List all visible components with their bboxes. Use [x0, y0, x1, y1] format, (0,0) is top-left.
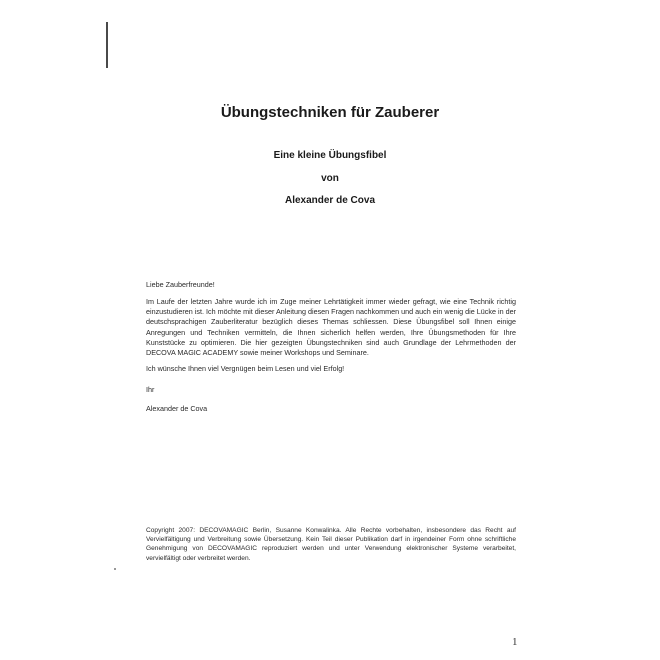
scan-artifact-line — [106, 22, 108, 68]
page-number: 1 — [512, 636, 518, 648]
copyright-notice: Copyright 2007: DECOVAMAGIC Berlin, Susanne Konwalinka. Alle Rechte vorbehalten, insbesondere das Recht auf Vervielfältigung und Verbreitung sowie Übersetzung. Kein Teil dieser Publikation darf in irgendeiner Form ohne schriftliche Genehmigung von DECOVAMAGIC reproduziert werden und unter Verwendung elektronischer Systeme verarbeitet, vervielfältigt oder verbreitet werden. — [146, 527, 516, 562]
signature: Alexander de Cova — [146, 404, 208, 413]
wish-line: Ich wünsche Ihnen viel Vergnügen beim Lesen und viel Erfolg! — [146, 364, 345, 373]
document-subtitle: Eine kleine Übungsfibel — [273, 150, 387, 161]
document-author: Alexander de Cova — [284, 195, 376, 206]
document-by: von — [321, 173, 339, 184]
closing-line: Ihr — [146, 385, 155, 394]
scan-artifact-speck — [114, 568, 116, 570]
greeting: Liebe Zauberfreunde! — [146, 280, 215, 289]
intro-paragraph: Im Laufe der letzten Jahre wurde ich im Zuge meiner Lehrtätigkeit immer wieder gefragt, wie eine Technik richtig einzustudieren ist. Ich möchte mit dieser Anleitung diesen Fragen nachkommen und auch ein wenig die Lücke in der deutschsprachigen Zauberliteratur bezüglich dieses Themas schliessen. Diese Übungsfibel soll Ihnen einige Anregungen und Techniken vermitteln, die Ihnen sicherlich helfen werden, Ihre Übungsmethoden für Ihre Kunststücke zu optimieren. Die hier gezeigten Übungstechniken sind auch Grundlage der Lehrmethoden der DECOVA MAGIC ACADEMY sowie meiner Workshops und Seminare. — [146, 297, 516, 358]
document-title: Übungstechniken für Zauberer — [220, 104, 440, 121]
